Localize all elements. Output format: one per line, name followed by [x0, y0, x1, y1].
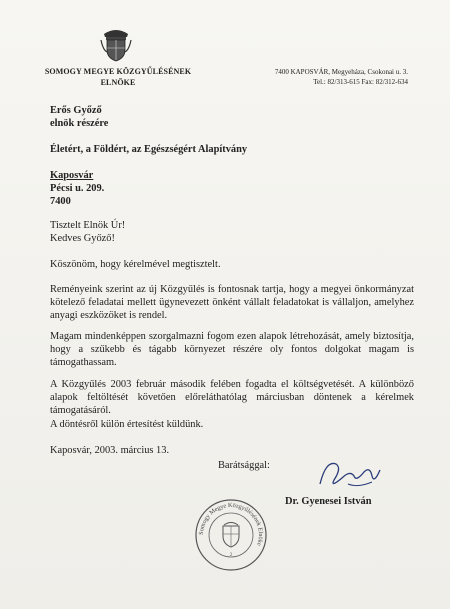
- body-paragraph-3: Magam mindenképpen szorgalmazni fogom ezen alapok létrehozását, amely biztosítja, hogy a szűkebb és tágabb környezet részére oly fontos dolgokat magam is támogathassam.: [50, 331, 414, 368]
- body-paragraph-4: A Közgyűlés 2003 február második felében fogadta el költségvetését. A különböző alapok feltöltését követően előreláthatólag márciusban döntenek a kérelmek támogatásáról.: [50, 379, 414, 416]
- recipient-name: Erős Győző: [50, 105, 102, 116]
- salutation-line2: Kedves Győző!: [50, 233, 115, 244]
- date-line: Kaposvár, 2003. március 13.: [50, 445, 170, 456]
- recipient-city: Kaposvár: [50, 170, 94, 181]
- body-paragraph-5: A döntésről külön értesítést küldünk.: [50, 419, 204, 430]
- address-line1: 7400 KAPOSVÁR, Megyeháza, Csokonai u. 3.: [274, 68, 408, 76]
- recipient-organization: Életért, a Földért, az Egészségért Alapítvány: [50, 144, 248, 155]
- svg-text:Somogy Megye Közgyűlésének Eln: Somogy Megye Közgyűlésének Elnöke: [197, 501, 265, 547]
- svg-text:2: 2: [229, 553, 233, 558]
- salutation-line1: Tisztelt Elnök Úr!: [50, 220, 126, 231]
- letterhead-organization: [28, 66, 208, 88]
- org-name-line2: ELNÖKE: [100, 78, 136, 87]
- coat-of-arms-icon: [100, 26, 132, 62]
- body-paragraph-1: Köszönöm, hogy kérelmével megtisztelt.: [50, 259, 221, 270]
- letterhead-address: [238, 67, 408, 87]
- signer-name: Dr. Gyenesei István: [285, 496, 372, 507]
- recipient-attention: elnök részére: [50, 118, 109, 129]
- closing: Barátsággal:: [218, 460, 270, 471]
- address-line2: Tel.: 82/313-615 Fax: 82/312-634: [313, 78, 408, 86]
- recipient-street: Pécsi u. 209.: [50, 183, 105, 194]
- official-seal-stamp: [194, 498, 268, 572]
- body-paragraph-2: Reményeink szerint az új Közgyűlés is fontosnak tartja, hogy a megyei önkormányzat kötelező feladatai mellett ügynevezett önként vállalt feladatokat is vállaljon, amelyhez anyagi eszközöket is rendel.: [50, 284, 414, 321]
- recipient-zip: 7400: [50, 196, 71, 207]
- org-name-line1: SOMOGY MEGYE KÖZGYŰLÉSÉNEK: [44, 67, 192, 76]
